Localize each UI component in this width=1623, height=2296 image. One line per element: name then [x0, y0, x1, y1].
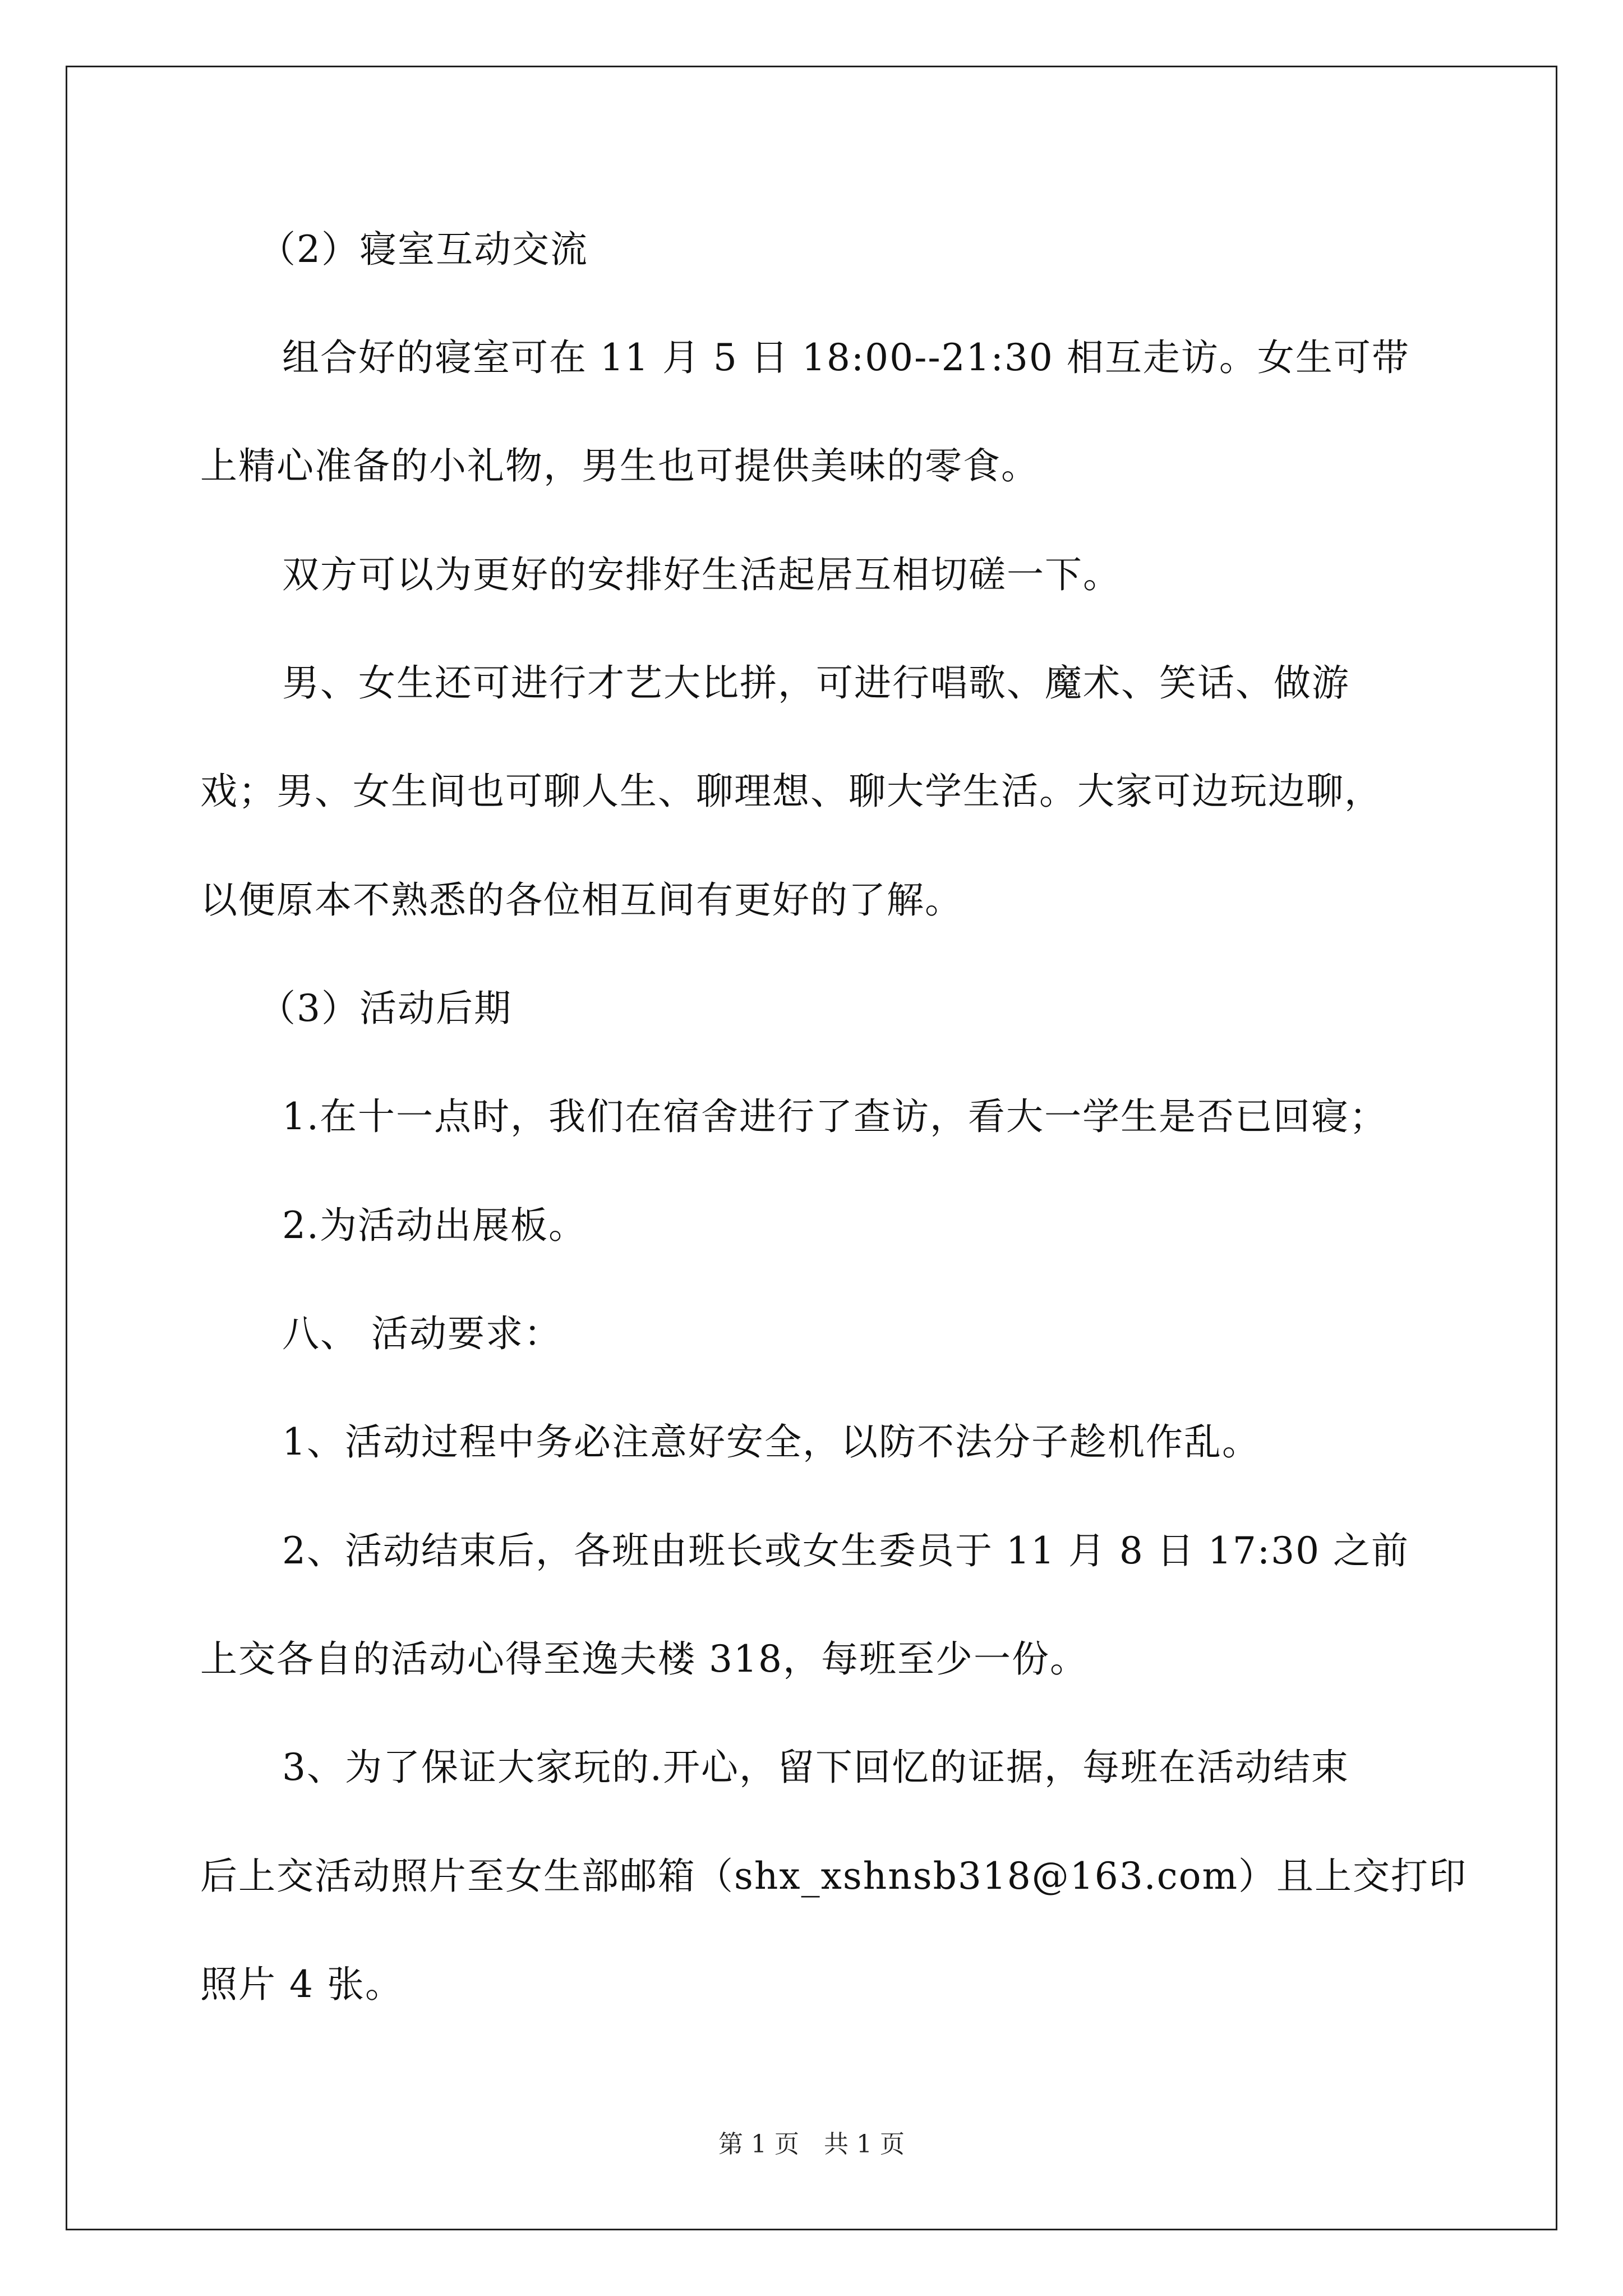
section-heading: （2）寝室互动交流 [259, 228, 588, 271]
page-border [66, 66, 1557, 2230]
paragraph-line: 3、为了保证大家玩的.开心，留下回忆的证据，每班在活动结束 [282, 1746, 1349, 1789]
paragraph-line: 男、女生还可进行才艺大比拼，可进行唱歌、魔术、笑话、做游 [282, 661, 1350, 705]
paragraph-line: 1.在十一点时，我们在宿舍进行了查访，看大一学生是否已回寝； [282, 1095, 1387, 1138]
paragraph-line: 组合好的寝室可在 11 月 5 日 18:00--21:30 相互走访。女生可带 [282, 336, 1410, 379]
paragraph-line: 1、活动过程中务必注意好安全，以防不法分子趁机作乱。 [282, 1420, 1260, 1464]
paragraph-line: 照片 4 张。 [200, 1963, 403, 2006]
paragraph-line: 2.为活动出展板。 [282, 1204, 587, 1247]
section-heading: 八、 活动要求： [282, 1312, 562, 1355]
paragraph-line: 2、活动结束后，各班由班长或女生委员于 11 月 8 日 17:30 之前 [282, 1529, 1410, 1572]
section-heading: （3）活动后期 [259, 987, 512, 1030]
paragraph-line: 戏；男、女生间也可聊人生、聊理想、聊大学生活。大家可边玩边聊， [200, 770, 1382, 813]
paragraph-line: 上精心准备的小礼物，男生也可提供美味的零食。 [200, 444, 1039, 487]
paragraph-line: 以便原本不熟悉的各位相互间有更好的了解。 [200, 878, 963, 922]
paragraph-line: 双方可以为更好的安排好生活起居互相切磋一下。 [282, 553, 1121, 596]
page-number-footer: 第 1 页 共 1 页 [718, 2130, 905, 2159]
paragraph-line: 后上交活动照片至女生部邮箱（shx_xshnsb318@163.com）且上交打印 [200, 1855, 1468, 1898]
paragraph-line: 上交各自的活动心得至逸夫楼 318，每班至少一份。 [200, 1637, 1088, 1681]
